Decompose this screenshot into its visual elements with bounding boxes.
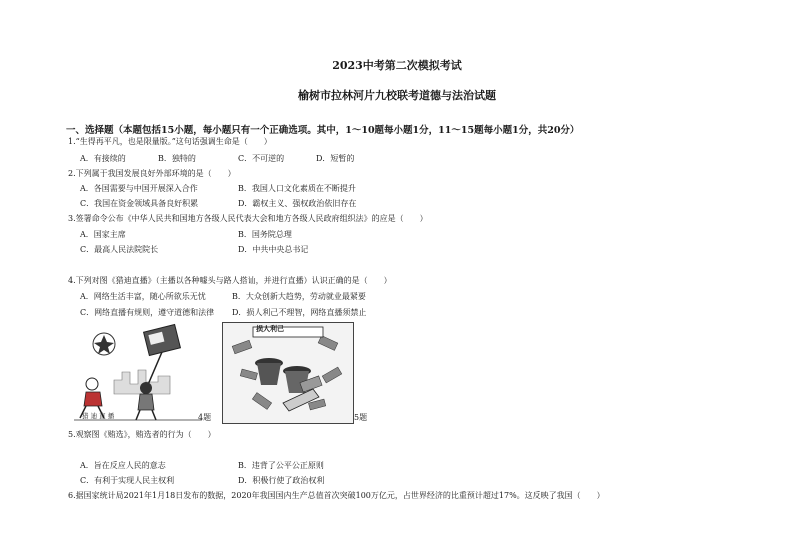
q4-option-d: D．损人利己不理智，网络直播须禁止 [232, 308, 367, 317]
figure-4-caption: 猎 迪 直 播 [82, 412, 115, 420]
bribery-cartoon [223, 323, 353, 423]
q2-option-a: A．各国需要与中国开展深入合作 [80, 184, 198, 193]
q2-option-b: B．我国人口文化素质在不断提升 [238, 184, 356, 193]
q1-option-b: B．独特的 [158, 154, 196, 163]
q5-option-c: C．有利于实现人民主权利 [80, 476, 175, 485]
q3-option-c: C．最高人民法院院长 [80, 245, 159, 254]
question-3-stem: 3.签署命令公布《中华人民共和国地方各级人民代表大会和地方各级人民政府组织法》的应是（ ） [68, 214, 428, 223]
q5-option-b: B．违背了公平公正原则 [238, 461, 324, 470]
figure-4-cartoon [74, 322, 202, 422]
figure-5-label: 5题 [354, 413, 368, 422]
q3-option-a: A．国家主席 [80, 230, 126, 239]
question-4-stem: 4.下列对图《猎迪直播》（主播以各种噱头与路人搭讪，并进行直播）认识正确的是（ ） [68, 276, 392, 285]
question-5-stem: 5.观察图《贿选》，贿选者的行为（ ） [68, 430, 216, 439]
q1-option-c: C．不可逆的 [238, 154, 285, 163]
q3-option-d: D．中共中央总书记 [238, 245, 309, 254]
figure-4-label: 4题 [198, 413, 212, 422]
q4-option-b: B．大众创新大趋势，劳动就业最紧要 [232, 292, 366, 301]
q2-option-c: C．我国在资金领域具备良好积累 [80, 199, 199, 208]
question-6-stem: 6.据国家统计局2021年1月18日发布的数据，2020年我国国内生产总值首次突破100万亿元，占世界经济的比重预计超过17%。这反映了我国（ ） [68, 491, 605, 500]
question-1-stem: 1.“生得再平凡，也是限量版。”这句话强调生命是（ ） [68, 137, 272, 146]
live-stream-cartoon [74, 322, 202, 422]
q1-option-a: A．有接续的 [80, 154, 126, 163]
q4-option-a: A．网络生活丰富，随心所欲乐无忧 [80, 292, 206, 301]
q1-option-d: D．短暂的 [316, 154, 355, 163]
q2-option-d: D．霸权主义、强权政治依旧存在 [238, 199, 357, 208]
section-heading: 一、选择题（本题包括15小题，每小题只有一个正确选项。其中，1～10题每小题1分，11～15题每小题1分，共20分） [66, 125, 580, 136]
q3-option-b: B．国务院总理 [238, 230, 292, 239]
question-2-stem: 2.下列属于我国发展良好外部环境的是（ ） [68, 169, 236, 178]
page-subtitle: 榆树市拉林河片九校联考道德与法治试题 [298, 89, 496, 102]
page-title: 2023中考第二次模拟考试 [332, 59, 462, 72]
q5-option-a: A．旨在反应人民的意志 [80, 461, 166, 470]
figure-5-cartoon [222, 322, 354, 424]
q4-option-c: C．网络直播有规则，遵守道德和法律 [80, 308, 215, 317]
figure-5-sign-text: 损人利己 [256, 324, 284, 333]
q5-option-d: D．积极行使了政治权利 [238, 476, 325, 485]
